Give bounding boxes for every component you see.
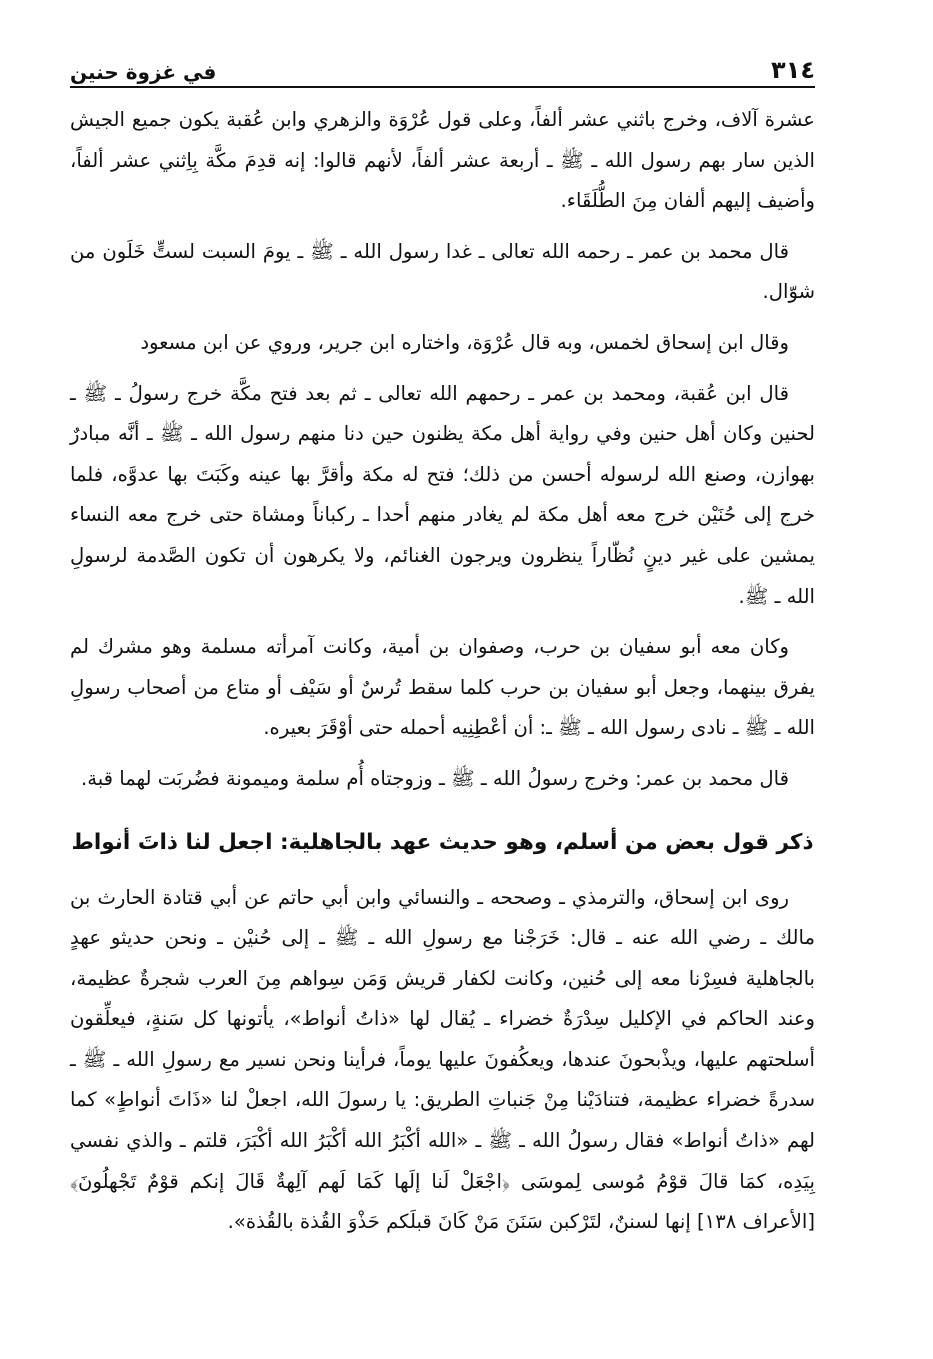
page-body [70, 100, 815, 1243]
book-page [70, 48, 815, 1338]
paragraph-army-count: عشرة آلاف، وخرج باثني عشر ألفاً، وعلى قول عُرْوَة والزهري وابن عُقبة يكون جميع الجيش الذين سار بهم رسول الله ـ ﷺ ـ أربعة عشر ألفاً، لأنهم قالوا: إنه قدِمَ مكَّة بِاِثني عشر ألفاً، وأضيف إليهم ألفان مِنَ الطُّلَقَاء. [70, 108, 815, 213]
paragraph-departure-date: قال محمد بن عمر ـ رحمه الله تعالى ـ غدا رسول الله ـ ﷺ ـ يومَ السبت لستٍّ خَلَون من شوّال. [70, 239, 815, 304]
paragraph-abu-sufyan: وكان معه أبو سفيان بن حرب، وصفوان بن أمية، وكانت آمرأته مسلمة وهو مشرك لم يفرق بينهما، وجعل أبو سفيان بن حرب كلما سقط تُرسٌ أو سَيْف أو متاع من أصحاب رسولِ الله ـ ﷺ ـ نادى رسول الله ـ ﷺ ـ: أن أعْطِنِيه أحمله حتى أوْقَرَ بعيره. [70, 635, 815, 740]
running-title: في غزوة حنين [70, 60, 217, 84]
paragraph-dhat-anwat: روى ابن إسحاق، والترمذي ـ وصححه ـ والنسائي وابن أبي حاتم عن أبي قتادة الحارث بن مالك ـ رضي الله عنه ـ قال: خَرَجْنا مع رسولِ الله ـ ﷺ ـ إلى حُنيْن ـ ونحن حديثو عهدٍ بالجاهلية فسِرْنا معه إلى حُنين، وكانت لكفار قريش وَمَن سِواهم مِنَ العرب شجرةٌ عظيمة، وعند الحاكم في الإكليل سِدْرَةٌ خضراء ـ يُقال لها «ذاتُ أنواط»، يأتونها كل سَنةٍ، فيعلِّقون أسلحتهم عليها، ويذْبحونَ عندها، ويعكُفونَ عليها يوماً، فرأينا ونحن نسير مع رسولِ الله ـ ﷺ ـ سدرةً خضراء عظيمة، فتنادَيْنا مِنْ جَنباتِ الطريق: يا رسولَ الله، اجعلْ لنا «ذَاتَ أنواطٍ» كما لهم «ذاتُ أنواط» فقال رسولُ الله ـ ﷺ ـ «الله أكْبَرُ الله أكْبَرُ الله أكْبَرَ، قلتم ـ والذي نفسي بِيَدِه، كمَا قالَ قوْمُ مُوسى لِموسَى ﴿اجْعَلْ لَنا إلَها كَمَا لَهم آلِهةٌ قَالَ إنكم قوْمٌ تَجْهلُونَ﴾ [الأعراف ١٣٨] إنها لسننٌ، لتَرْكبن سَنَنَ مَنْ كَانَ قبلَكم حَذْوَ القُذة بالقُذة». [70, 885, 815, 1234]
page-header [70, 48, 815, 88]
paragraph-march-to-hunayn: قال ابن عُقبة، ومحمد بن عمر ـ رحمهم الله تعالى ـ ثم بعد فتح مكَّة خرج رسولُ ـ ﷺ ـ لحنين وكان أهل حنين وفي رواية أهل مكة يظنون حين دنا منهم رسول الله ـ ﷺ ـ أنَّه مبادرٌ بهوازن، وصنع الله لرسوله أحسن من ذلك؛ فتح له مكة وأقرَّ بها عينه وكَبَتَ بها عدوَّه، فلما خرج إلى حُنَيْن خرج معه أهل مكة لم يغادر منهم أحدا ـ ركباناً ومشاة حتى خرج معه النساء يمشين على غير دينٍ نُظّاراً ينظرون ويرجون الغنائم، ولا يكرهون أن تكون الصَّدمة لرسولِ الله ـ ﷺ. [70, 381, 815, 608]
section-heading: ذكر قول بعض من أسلم، وهو حديث عهد بالجاهلية: اجعل لنا ذاتَ أنواط [71, 829, 814, 855]
page-number: ٣١٤ [771, 56, 815, 84]
paragraph-ibn-ishaq: وقال ابن إسحاق لخمس، وبه قال عُرْوَة، واختاره ابن جرير، وروي عن ابن مسعود [140, 330, 789, 354]
paragraph-wives-tent: قال محمد بن عمر: وخرج رسولُ الله ـ ﷺ ـ وزوجتاه أُم سلمة وميمونة فضُربَت لهما قبة. [80, 766, 789, 790]
